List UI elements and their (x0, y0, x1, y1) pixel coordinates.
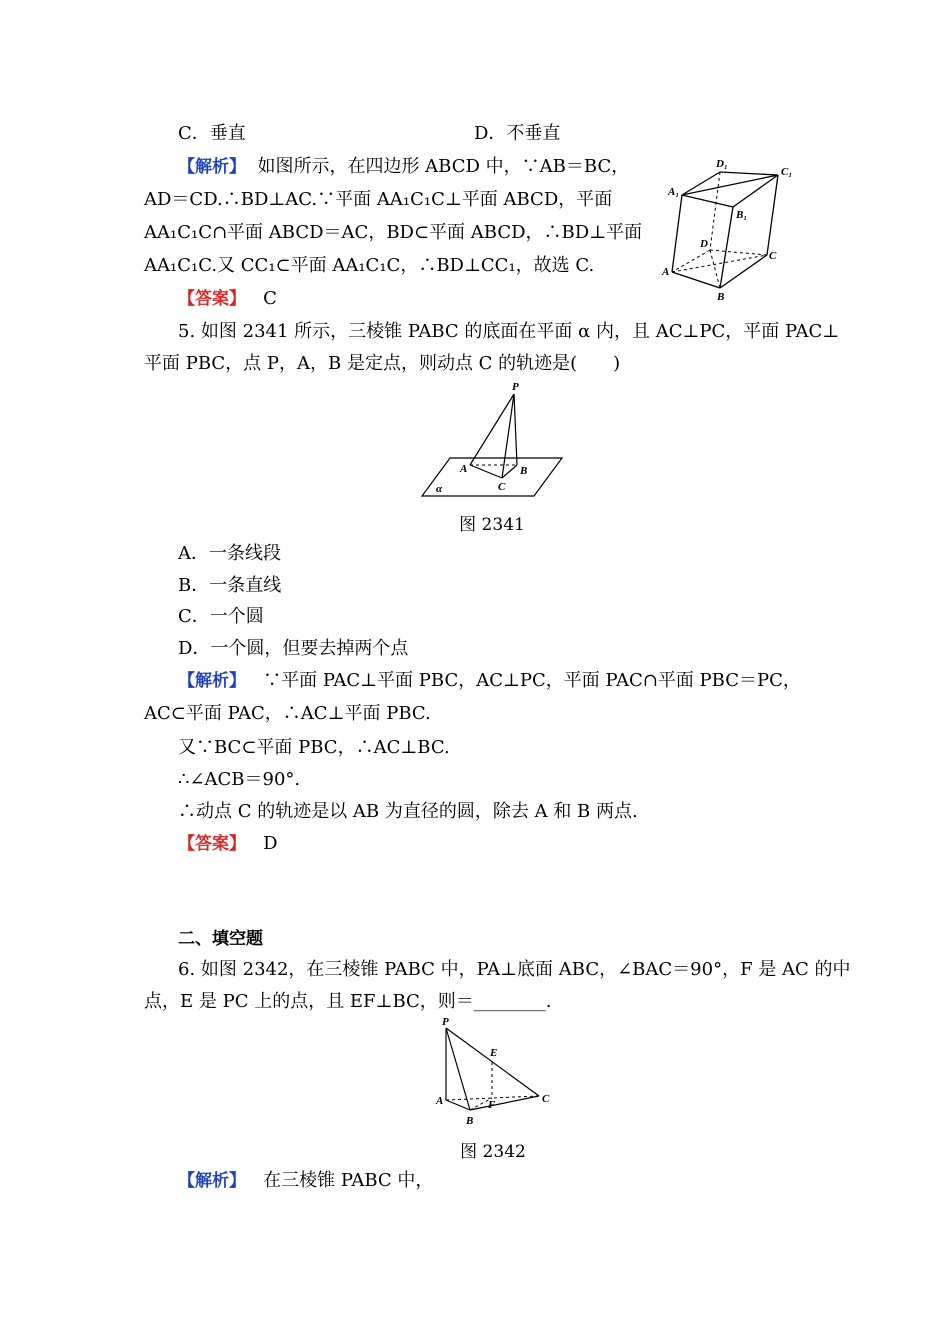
answer-tag: 【答案】 (178, 289, 246, 309)
label-C: C (542, 1093, 550, 1105)
q6-analysis-text: 在三棱锥 PABC 中， (263, 1170, 434, 1191)
q4-analysis-line-3: AA₁C₁C∩平面 ABCD＝AC，BD⊂平面 ABCD，∴BD⊥平面 (144, 222, 643, 243)
label-B: B (520, 465, 528, 477)
q5-stem-line-1: 5. 如图 2341 所示，三棱锥 PABC 的底面在平面 α 内，且 AC⊥PC，平面 PAC⊥ (178, 321, 840, 342)
analysis-tag: 【解析】 (178, 1171, 246, 1191)
q5-analysis-text-1: ∵平面 PAC⊥平面 PBC，AC⊥PC，平面 PAC∩平面 PBC＝PC， (263, 670, 801, 691)
q4-answer-line (178, 287, 277, 311)
q4-prism-figure (660, 155, 800, 305)
label-D1: D₁ (716, 158, 728, 170)
q6-stem-line-1: 6. 如图 2342，在三棱锥 PABC 中，PA⊥底面 ABC，∠BAC＝90°，F 是 AC 的中 (178, 959, 851, 980)
label-B: B (717, 291, 725, 303)
label-A: A (460, 463, 468, 475)
q5-option-d: D．一个圆，但要去掉两个点 (178, 638, 409, 659)
q4-analysis-line-1 (178, 155, 629, 179)
q5-analysis-line-3: 又∵BC⊂平面 PBC，∴AC⊥BC. (178, 737, 450, 758)
q5-analysis-line-5: ∴动点 C 的轨迹是以 AB 为直径的圆，除去 A 和 B 两点. (178, 801, 638, 822)
q5-analysis-line-1 (178, 669, 801, 693)
analysis-tag: 【解析】 (178, 671, 246, 691)
section-title: 二、填空题 (178, 929, 263, 949)
q5-option-a: A．一条线段 (178, 543, 281, 564)
q5-option-b: B．一条直线 (178, 575, 282, 596)
q4-answer-value: C (263, 288, 277, 309)
q6-figure-caption: 图 2342 (460, 1142, 526, 1162)
answer-tag: 【答案】 (178, 834, 246, 854)
label-C: C (769, 250, 777, 262)
label-F: F (488, 1099, 496, 1111)
q5-stem-line-2: 平面 PBC，点 P，A，B 是定点，则动点 C 的轨迹是( ) (144, 353, 621, 374)
q5-figure-caption: 图 2341 (459, 515, 525, 535)
q5-answer-line (178, 832, 278, 856)
q6-stem-line-2: 点，E 是 PC 上的点，且 EF⊥BC，则＝________. (144, 991, 552, 1012)
q4-analysis-text-1: 如图所示，在四边形 ABCD 中，∵AB＝BC， (257, 156, 630, 177)
q5-option-c: C．一个圆 (178, 606, 264, 627)
label-C: C (498, 481, 506, 493)
analysis-tag: 【解析】 (178, 157, 246, 177)
q5-answer-value: D (263, 833, 278, 854)
q5-figure (420, 380, 565, 500)
label-B: B (466, 1115, 474, 1127)
label-A: A (662, 266, 670, 278)
label-P: P (512, 381, 519, 393)
label-alpha: α (436, 483, 443, 495)
q5-analysis-line-4: ∴∠ACB＝90°. (178, 769, 301, 790)
q5-analysis-line-2: AC⊂平面 PAC，∴AC⊥平面 PBC. (144, 703, 431, 724)
label-P: P (442, 1016, 449, 1028)
q6-analysis-line (178, 1169, 433, 1193)
label-A1: A₁ (668, 186, 680, 198)
label-B1: B₁ (736, 209, 748, 221)
label-E: E (490, 1047, 498, 1059)
label-A: A (436, 1095, 444, 1107)
q4-analysis-line-2: AD＝CD.∴BD⊥AC.∵平面 AA₁C₁C⊥平面 ABCD，平面 (144, 189, 613, 210)
q4-analysis-line-4: AA₁C₁C.又 CC₁⊂平面 AA₁C₁C，∴BD⊥CC₁，故选 C. (144, 255, 595, 276)
option-c: C．垂直 (178, 123, 246, 144)
label-C1: C₁ (781, 166, 793, 178)
q6-figure (434, 1018, 559, 1130)
label-D: D (700, 238, 708, 250)
option-d: D．不垂直 (474, 123, 561, 144)
